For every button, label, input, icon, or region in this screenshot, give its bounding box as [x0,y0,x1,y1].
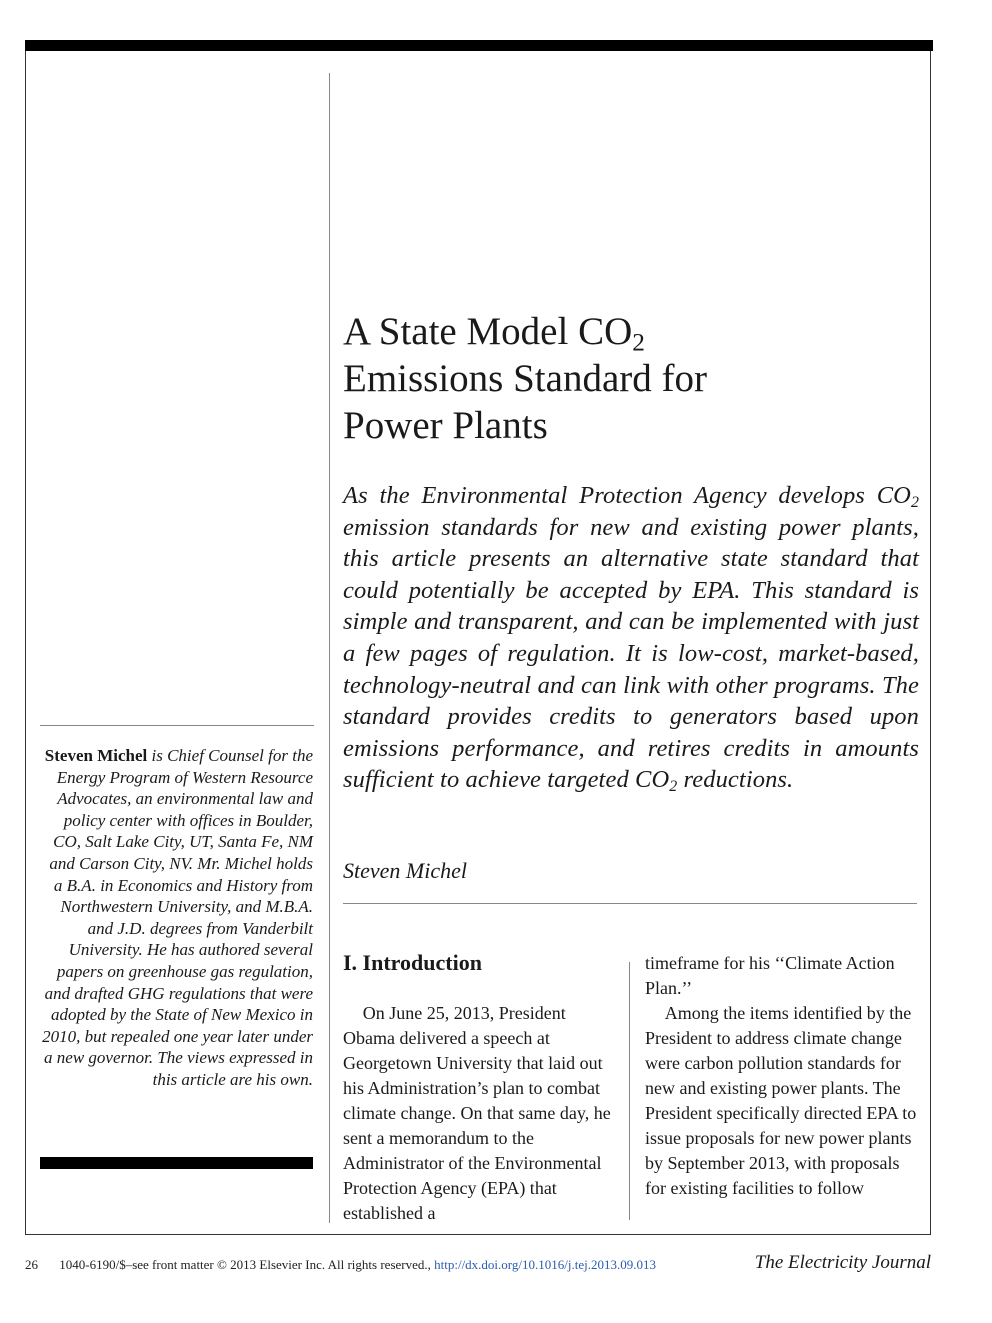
title-line2: Emissions Standard for [343,357,707,400]
top-black-bar [25,40,933,51]
bio-divider [40,725,314,726]
paragraph: timeframe for his ‘‘Climate Action Plan.’’ [645,953,895,998]
doi-link[interactable]: http://dx.doi.org/10.1016/j.tej.2013.09.013 [434,1257,656,1272]
byline-divider [343,903,917,904]
article-title [343,308,903,449]
title-line3: Power Plants [343,404,548,447]
bio-black-bar [40,1157,313,1169]
paragraph: Among the items identified by the President to address climate change were carbon pollution standards for new and existing power plants. The President specifically directed EPA to issue proposals for new power plants by September 2013, with proposals for existing facilities to follow [645,1003,917,1198]
author-byline: Steven Michel [343,858,467,883]
section-heading: I. Introduction [343,950,482,975]
copyright-text: 1040-6190/$–see front matter © 2013 Elsevier Inc. All rights reserved., [59,1257,431,1272]
paragraph: On June 25, 2013, President Obama delivered a speech at Georgetown University that laid out his Administration’s plan to combat climate change. On that same day, he sent a memorandum to the Administrator of the Environmental Protection Agency (EPA) that established a [343,1003,611,1223]
abstract: As the Environmental Protection Agency develops $CO_2$ emission standards for new and existing power plants, this article presents an alternative state standard that could potentially be accepted by EPA. This standard is simple and transparent, and can be implemented with just a few pages of regulation. It is low-cost, market-based, technology-neutral and can link with other programs. The standard provides credits to generators based upon emissions performance, and retires credits in amounts sufficient to achieve targeted $CO_2$ reductions. [343,482,919,796]
abstract-subscript: 2 [910,493,919,511]
body-column-1 [343,1001,615,1226]
body-column-2 [645,951,917,1201]
title-line1: A State Model $CO_2$ [343,310,645,357]
page-number: 26 [25,1257,38,1272]
column-divider [329,73,330,1223]
abstract-subscript: 2 [669,778,678,796]
body-column-divider [629,962,630,1220]
bio-name: Steven Michel [44,746,148,765]
title-subscript: 2 [632,328,645,357]
bio-description: is Chief Counsel for the Energy Program of Western Resource Advocates, an environmental law and policy center with offices in Boulder, CO, Salt Lake City, UT, Santa Fe, NM and Carson City, NV. Mr. Michel holds a B.A. in Economics and History from Northwestern University, and M.B.A. and J.D. degrees from Vanderbilt University. He has authored several papers on greenhouse gas regulation, and drafted GHG regulations that were adopted by the State of New Mexico in 2010, but repealed one year later under a new governor. The views expressed in this article are his own. [42,746,313,1089]
author-bio [40,745,313,1091]
footer [25,1257,656,1273]
journal-name: The Electricity Journal [754,1252,931,1273]
